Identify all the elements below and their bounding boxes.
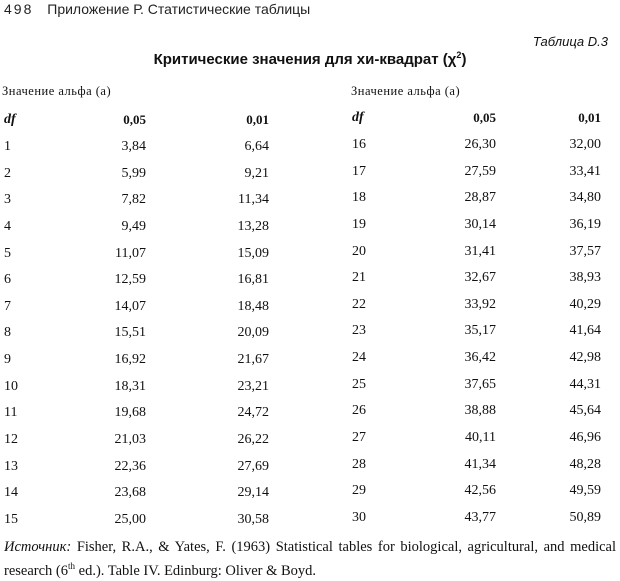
critical-value-01: 6,64 — [244, 138, 269, 154]
critical-value-05: 32,67 — [464, 270, 496, 286]
table-row — [4, 187, 269, 214]
table-row — [352, 345, 601, 372]
source-lead: Источник: — [4, 539, 72, 555]
df-cell: 4 — [4, 218, 11, 234]
table-row — [4, 373, 269, 400]
critical-value-01: 24,72 — [237, 405, 269, 421]
left-critical-values-table — [4, 107, 269, 533]
column-header-alpha-01: 0,01 — [246, 112, 269, 128]
critical-value-01: 29,14 — [237, 485, 269, 501]
critical-value-05: 16,92 — [114, 352, 146, 368]
critical-value-01: 38,93 — [569, 270, 601, 286]
critical-value-01: 42,98 — [569, 350, 601, 366]
df-cell: 13 — [4, 458, 18, 474]
critical-value-01: 40,29 — [569, 296, 601, 312]
df-cell: 26 — [352, 403, 366, 419]
critical-value-01: 48,28 — [569, 456, 601, 472]
table-row — [352, 185, 601, 212]
df-cell: 19 — [352, 216, 366, 232]
df-cell: 10 — [4, 378, 18, 394]
table-row — [352, 212, 601, 239]
critical-value-05: 35,17 — [464, 323, 496, 339]
table-row — [352, 478, 601, 505]
table-title — [0, 50, 620, 68]
title-close: ) — [461, 51, 467, 68]
critical-value-05: 18,31 — [114, 378, 146, 394]
critical-value-05: 15,51 — [114, 325, 146, 341]
critical-value-05: 5,99 — [121, 165, 146, 181]
critical-value-01: 18,48 — [237, 298, 269, 314]
table-row — [352, 371, 601, 398]
table-row — [352, 425, 601, 452]
table-row — [352, 238, 601, 265]
page-number: 498 — [4, 1, 34, 17]
critical-value-01: 37,57 — [569, 243, 601, 259]
running-title: Приложение Р. Статистические таблицы — [47, 1, 311, 17]
critical-value-05: 37,65 — [464, 376, 496, 392]
table-row — [4, 347, 269, 374]
critical-value-01: 15,09 — [237, 245, 269, 261]
df-cell: 14 — [4, 485, 18, 501]
df-cell: 9 — [4, 352, 11, 368]
right-alpha-label: Значение альфа (а) — [351, 84, 461, 98]
critical-value-05: 36,42 — [464, 350, 496, 366]
table-row — [4, 160, 269, 187]
critical-value-05: 31,41 — [464, 243, 496, 259]
df-cell: 3 — [4, 192, 11, 208]
df-cell: 1 — [4, 138, 11, 154]
title-superscript: 2 — [456, 50, 462, 60]
table-row — [4, 453, 269, 480]
df-cell: 5 — [4, 245, 11, 261]
critical-value-01: 34,80 — [569, 190, 601, 206]
critical-value-01: 13,28 — [237, 218, 269, 234]
critical-value-01: 36,19 — [569, 216, 601, 232]
critical-value-05: 22,36 — [114, 458, 146, 474]
df-cell: 24 — [352, 350, 366, 366]
table-row — [4, 320, 269, 347]
critical-value-01: 20,09 — [237, 325, 269, 341]
critical-value-01: 23,21 — [237, 378, 269, 394]
df-cell: 18 — [352, 190, 366, 206]
critical-value-01: 46,96 — [569, 430, 601, 445]
critical-value-01: 30,58 — [237, 511, 269, 527]
critical-value-01: 9,21 — [244, 165, 269, 181]
column-header-alpha-05: 0,05 — [473, 110, 496, 126]
critical-value-05: 33,92 — [464, 296, 496, 312]
df-cell: 30 — [352, 509, 366, 525]
df-cell: 27 — [352, 430, 366, 445]
critical-value-05: 3,84 — [121, 138, 146, 154]
critical-value-05: 12,59 — [114, 272, 146, 288]
left-alpha-label: Значение альфа (а) — [2, 84, 112, 98]
critical-value-05: 27,59 — [464, 163, 496, 179]
column-header-alpha-05: 0,05 — [123, 112, 146, 128]
table-number: Таблица D.3 — [532, 34, 608, 49]
df-cell: 6 — [4, 272, 11, 288]
critical-value-01: 16,81 — [237, 272, 269, 288]
table-row — [352, 265, 601, 292]
critical-value-05: 42,56 — [464, 483, 496, 499]
right-critical-values-table — [352, 105, 601, 531]
critical-value-05: 41,34 — [464, 456, 496, 472]
df-cell: 29 — [352, 483, 366, 499]
column-header-df: df — [4, 112, 16, 128]
table-row — [4, 267, 269, 294]
source-text-end: ed.). Table IV. Edinburg: Oliver & Boyd. — [75, 562, 317, 579]
critical-value-05: 43,77 — [464, 509, 496, 525]
table-row — [352, 505, 601, 532]
df-cell: 28 — [352, 456, 366, 472]
df-cell: 22 — [352, 296, 366, 312]
critical-value-05: 23,68 — [114, 485, 146, 501]
table-row — [352, 398, 601, 425]
critical-value-05: 25,00 — [114, 511, 146, 527]
column-header-df: df — [352, 110, 364, 126]
critical-value-01: 44,31 — [569, 376, 601, 392]
critical-value-01: 41,64 — [569, 323, 601, 339]
title-text: Критические значения для хи-квадрат (χ — [153, 51, 457, 68]
critical-value-01: 32,00 — [569, 136, 601, 152]
df-cell: 8 — [4, 325, 11, 341]
df-cell: 11 — [4, 405, 18, 421]
df-cell: 7 — [4, 298, 11, 314]
table-row — [352, 158, 601, 185]
df-cell: 15 — [4, 511, 18, 527]
table-row — [4, 134, 269, 161]
critical-value-05: 40,11 — [465, 430, 496, 445]
df-cell: 25 — [352, 376, 366, 392]
table-row — [4, 293, 269, 320]
critical-value-05: 19,68 — [114, 405, 146, 421]
critical-value-01: 21,67 — [237, 352, 269, 368]
table-row — [4, 427, 269, 454]
table-row — [4, 480, 269, 507]
table-row — [352, 451, 601, 478]
source-edition-sup: th — [68, 561, 76, 571]
table-row — [4, 400, 269, 427]
table-row — [352, 132, 601, 159]
running-header — [4, 1, 310, 17]
critical-value-05: 9,49 — [121, 218, 146, 234]
critical-value-01: 49,59 — [569, 483, 601, 499]
critical-value-01: 11,34 — [238, 192, 269, 208]
table-header-row — [352, 105, 601, 132]
column-header-alpha-01: 0,01 — [578, 110, 601, 126]
df-cell: 23 — [352, 323, 366, 339]
right-table-body — [352, 132, 601, 532]
critical-value-05: 11,07 — [115, 245, 146, 261]
table-row — [4, 507, 269, 534]
critical-value-01: 50,89 — [569, 509, 601, 525]
df-cell: 21 — [352, 270, 366, 286]
table-row — [352, 318, 601, 345]
table-header-row — [4, 107, 269, 134]
table-row — [4, 240, 269, 267]
critical-value-05: 28,87 — [464, 190, 496, 206]
critical-value-05: 7,82 — [121, 192, 146, 208]
critical-value-01: 45,64 — [569, 403, 601, 419]
source-citation — [4, 538, 616, 581]
critical-value-05: 21,03 — [114, 432, 146, 447]
df-cell: 12 — [4, 432, 18, 447]
critical-value-01: 33,41 — [569, 163, 601, 179]
table-row — [4, 214, 269, 241]
source-text-main: Fisher, R.A., & Yates, F. (1963) Statistical tables for biological, agricultural, and medical research (6 — [4, 539, 616, 579]
table-row — [352, 291, 601, 318]
df-cell: 16 — [352, 136, 366, 152]
df-cell: 17 — [352, 163, 366, 179]
critical-value-01: 27,69 — [237, 458, 269, 474]
critical-value-05: 26,30 — [464, 136, 496, 152]
df-cell: 20 — [352, 243, 366, 259]
critical-value-05: 38,88 — [464, 403, 496, 419]
df-cell: 2 — [4, 165, 11, 181]
critical-value-05: 14,07 — [114, 298, 146, 314]
left-table-body — [4, 134, 269, 534]
critical-value-05: 30,14 — [464, 216, 496, 232]
critical-value-01: 26,22 — [237, 432, 269, 447]
